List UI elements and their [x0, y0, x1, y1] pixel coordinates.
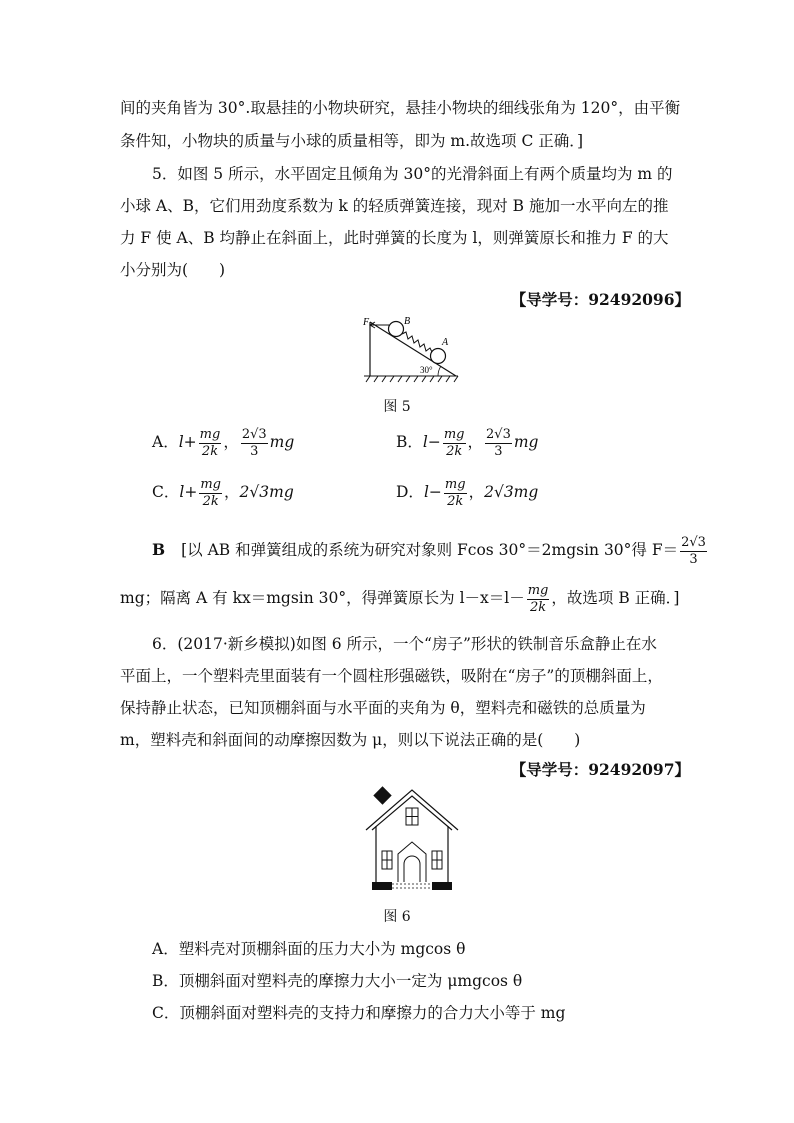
prev-answer-line-2: 条件知，小物块的质量与小球的质量相等，即为 m.故选项 C 正确．] [120, 132, 584, 150]
ball-a [431, 349, 446, 364]
q6-figure-house [362, 784, 462, 894]
q6-figure-caption: 图 6 [383, 909, 411, 925]
q5-answer-line-2: mg；隔离 A 有 kx＝mgsin 30°，得弹簧原长为 l－x＝l－ $\frac{mg}{2k}$ ，故选项 B 正确．] [120, 583, 680, 615]
q5-figure-caption: 图 5 [383, 399, 411, 415]
q5-stem-line-3: 力 F 使 A、B 均静止在斜面上，此时弹簧的长度为 l，则弹簧原长和推力 F 的大 [120, 229, 669, 247]
front-door [398, 842, 426, 882]
base-feet [372, 882, 452, 890]
attic-window [406, 808, 418, 825]
prev-answer-line-1: 间的夹角皆为 30°.取悬挂的小物块研究，悬挂小物块的细线张角为 120°，由平衡 [120, 99, 681, 117]
q6-option-a[interactable]: A．塑料壳对顶棚斜面的压力大小为 mgcos θ [152, 940, 466, 958]
q6-stem-line-2: 平面上，一个塑料壳里面装有一个圆柱形强磁铁，吸附在“房子”的顶棚斜面上， [120, 667, 663, 685]
q5-option-d[interactable]: D．l− $\frac{mg}{2k}$ ，2√3mg [396, 477, 539, 509]
q5-answer-line-1: B [以 AB 和弹簧组成的系统为研究对象则 Fcos 30°＝2mgsin 30°得 F＝ $\frac{2√3}{3}$ [152, 535, 706, 567]
label-angle: 30° [420, 365, 433, 375]
magnet-block [373, 786, 391, 804]
q5-guide-number: 【导学号：92492096】 [510, 290, 690, 309]
q5-option-c[interactable]: C．l+ $\frac{mg}{2k}$ ，2√3mg [152, 477, 294, 509]
angle-arc [438, 366, 441, 376]
q6-stem-line-4: m，塑料壳和斜面间的动摩擦因数为 μ，则以下说法正确的是( ) [120, 731, 581, 749]
q6-guide-number: 【导学号：92492097】 [510, 760, 690, 779]
q6-option-b[interactable]: B．顶棚斜面对塑料壳的摩擦力大小一定为 μmgcos θ [152, 972, 523, 990]
q5-stem-line-4: 小分别为( ) [120, 261, 226, 279]
ground-hatch [364, 376, 458, 382]
q5-option-a[interactable]: A．l+ $\frac{mg}{2k}$ ， $\frac{2√3}{3}$ mg [152, 427, 295, 459]
q6-stem-line-1: 6．(2017·新乡模拟)如图 6 所示，一个“房子”形状的铁制音乐盒静止在水 [152, 635, 657, 653]
q5-option-b[interactable]: B．l− $\frac{mg}{2k}$ ， $\frac{2√3}{3}$ mg [396, 427, 539, 459]
side-windows [382, 851, 442, 869]
q6-stem-line-3: 保持静止状态，已知顶棚斜面与水平面的夹角为 θ，塑料壳和磁铁的总质量为 [120, 699, 646, 717]
incline-wedge [370, 322, 456, 376]
label-A: A [442, 337, 449, 348]
q5-stem-line-1: 5．如图 5 所示，水平固定且倾角为 30°的光滑斜面上有两个质量均为 m 的 [152, 165, 673, 183]
q5-stem-line-2: 小球 A、B，它们用劲度系数为 k 的轻质弹簧连接，现对 B 施加一水平向左的推 [120, 197, 669, 215]
q6-option-c[interactable]: C．顶棚斜面对塑料壳的支持力和摩擦力的合力大小等于 mg [152, 1004, 566, 1022]
spring [402, 332, 432, 352]
q5-figure-incline [356, 312, 466, 384]
ball-b [389, 322, 404, 337]
label-F: F [363, 317, 370, 328]
label-B: B [404, 316, 411, 327]
